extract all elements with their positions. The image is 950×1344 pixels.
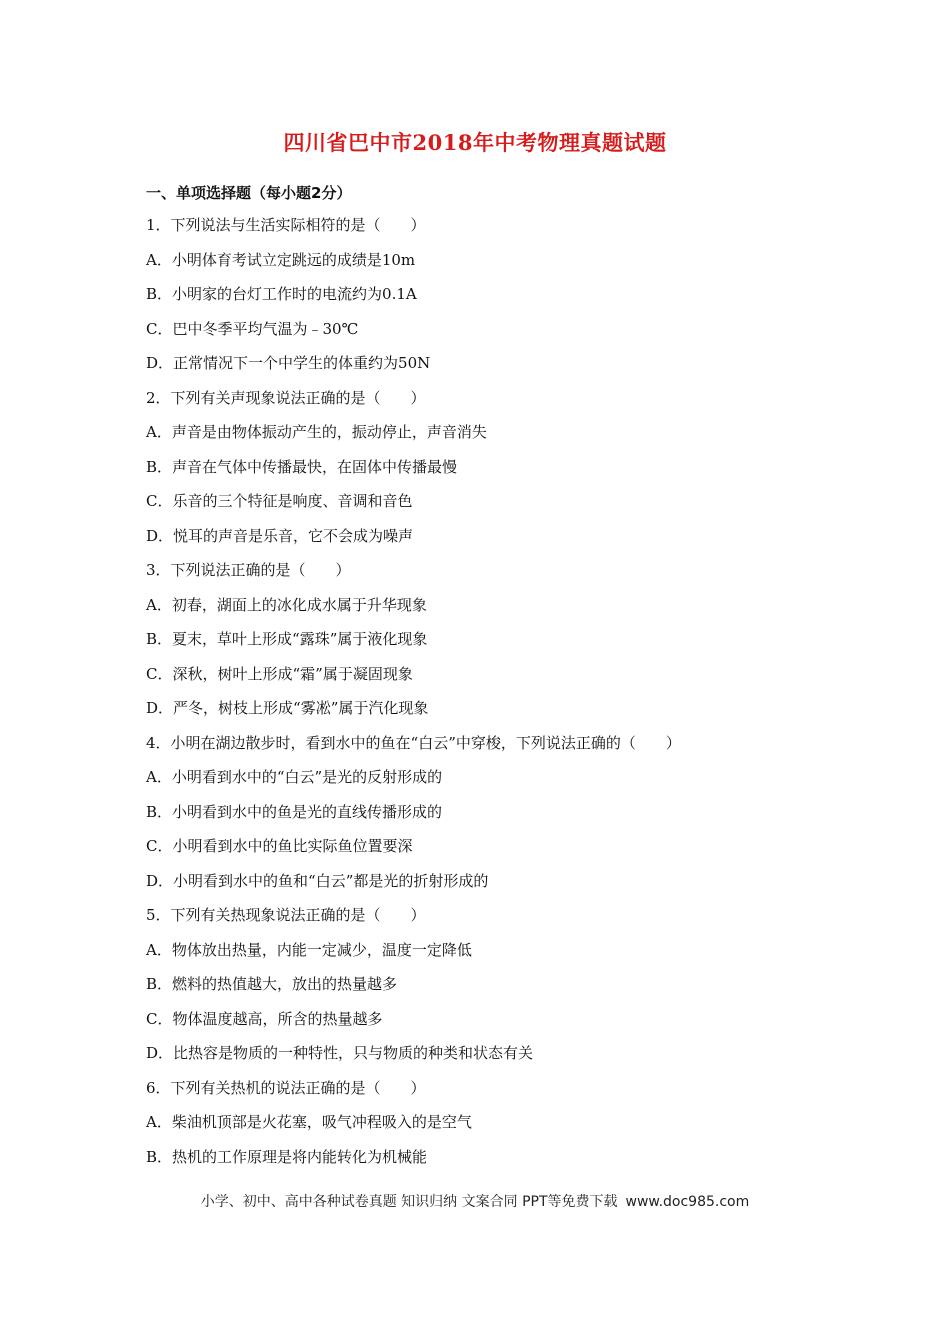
- option: B．燃料的热值越大，放出的热量越多: [146, 975, 398, 993]
- question: [146, 556, 846, 729]
- question-stem: 6．下列有关热机的说法正确的是（ ）: [146, 1078, 426, 1097]
- option: B．小明看到水中的鱼是光的直线传播形成的: [146, 802, 443, 821]
- option: A．初春，湖面上的冰化成水属于升华现象: [146, 595, 427, 614]
- option: D．比热容是物质的一种特性，只与物质的种类和状态有关: [146, 1044, 534, 1062]
- option: D．严冬，树枝上形成“雾凇”属于汽化现象: [146, 699, 429, 717]
- option: C．乐音的三个特征是响度、音调和音色: [146, 492, 413, 510]
- question-stem: 4．小明在湖边散步时，看到水中的鱼在“白云”中穿梭，下列说法正确的（ ）: [146, 733, 681, 752]
- option: C．巴中冬季平均气温为﹣30℃: [146, 319, 359, 338]
- option: B．小明家的台灯工作时的电流约为0.1A: [146, 285, 417, 303]
- option: B．热机的工作原理是将内能转化为机械能: [146, 1147, 428, 1166]
- option: A．小明看到水中的“白云”是光的反射形成的: [146, 768, 443, 786]
- question: [146, 901, 846, 1074]
- option: D．正常情况下一个中学生的体重约为50N: [146, 354, 431, 372]
- option: D．小明看到水中的鱼和“白云”都是光的折射形成的: [146, 871, 489, 890]
- option: A．柴油机顶部是火花塞，吸气冲程吸入的是空气: [146, 1113, 472, 1131]
- option: A．小明体育考试立定跳远的成绩是10m: [146, 250, 416, 269]
- footer-text: 小学、初中、高中各种试卷真题 知识归纳 文案合同 PPT等免费下载: [200, 1194, 618, 1210]
- option: B．夏末，草叶上形成“露珠”属于液化现象: [146, 630, 428, 648]
- option: A．声音是由物体振动产生的，振动停止，声音消失: [146, 423, 487, 441]
- option: C．深秋，树叶上形成“霜”属于凝固现象: [146, 664, 413, 683]
- question-stem: 1．下列说法与生活实际相符的是（ ）: [146, 216, 426, 234]
- option: D．悦耳的声音是乐音，它不会成为噪声: [146, 526, 414, 545]
- page-title: 四川省巴中市2018年中考物理真题试题: [283, 130, 667, 155]
- footer-site-link[interactable]: www.doc985.com: [625, 1194, 750, 1210]
- question: [146, 729, 846, 902]
- section-heading: 一、单项选择题（每小题2分）: [146, 184, 352, 202]
- option: C．小明看到水中的鱼比实际鱼位置要深: [146, 837, 413, 855]
- option: C．物体温度越高，所含的热量越多: [146, 1009, 383, 1028]
- question-stem: 5．下列有关热现象说法正确的是（ ）: [146, 906, 426, 924]
- option: A．物体放出热量，内能一定减少，温度一定降低: [146, 940, 472, 959]
- question-stem: 3．下列说法正确的是（ ）: [146, 561, 351, 579]
- question-stem: 2．下列有关声现象说法正确的是（ ）: [146, 388, 426, 407]
- question-list: [146, 211, 846, 1177]
- question: [146, 384, 846, 557]
- question: [146, 211, 846, 384]
- option: B．声音在气体中传播最快，在固体中传播最慢: [146, 457, 458, 476]
- question: [146, 1074, 846, 1178]
- footer: [0, 1191, 950, 1211]
